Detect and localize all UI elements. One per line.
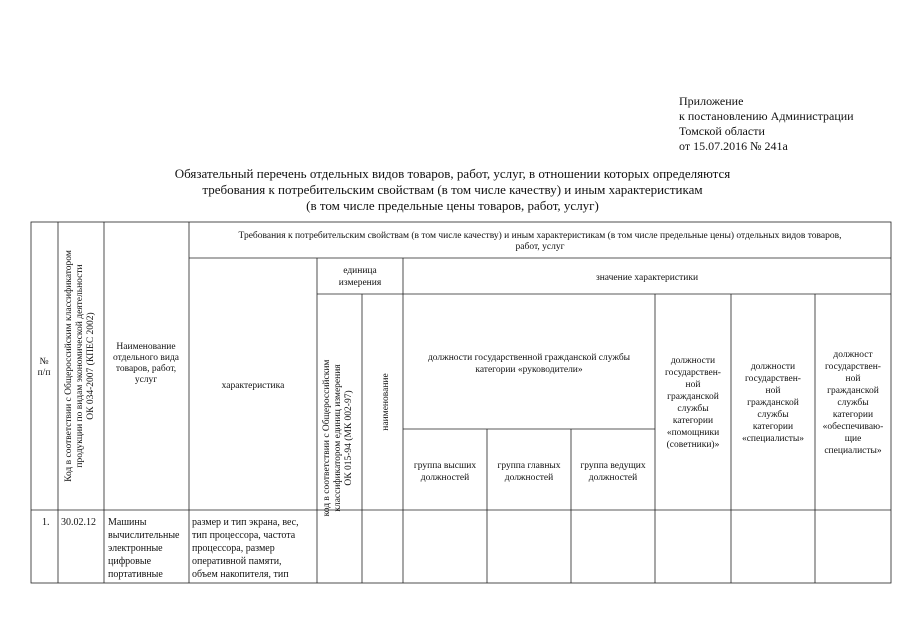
specialists-line: гражданской (747, 398, 799, 408)
row-name-line: Машины (108, 517, 147, 528)
unit-name-label: наименование (381, 373, 391, 431)
support-line: категории (832, 410, 874, 420)
row-char-line: процессора, размер (192, 543, 275, 554)
row-code: 30.02.12 (61, 517, 96, 528)
support-line: «обеспечиваю- (822, 422, 884, 432)
table-row (42, 517, 299, 580)
appendix-line: Томской области (679, 124, 765, 138)
appendix-line: Приложение (679, 94, 744, 108)
col-name-label: товаров, работ, (115, 364, 177, 374)
specialists-line: службы (757, 410, 789, 420)
specialists-line: категории (752, 422, 794, 432)
row-char-line: размер и тип экрана, вес, (192, 517, 299, 528)
heads-category: должности государственной гражданской службы (427, 353, 631, 363)
specialists-line: «специалисты» (741, 434, 805, 444)
assistants-line: должности (670, 356, 716, 366)
group-high: должностей (420, 473, 470, 483)
support-line: гражданской (827, 386, 879, 396)
assistants-line: ной (685, 380, 701, 390)
col-num-label: № (39, 357, 49, 367)
specialists-line: ной (765, 386, 781, 396)
unit-header: измерения (338, 278, 382, 288)
col-num-label: п/п (37, 368, 51, 378)
appendix-line: к постановлению Администрации (679, 109, 854, 123)
support-line: государствен- (825, 362, 881, 372)
assistants-line: службы (677, 404, 709, 414)
title-line: (в том числе предельные цены товаров, работ, услуг) (306, 198, 599, 213)
row-name-line: портативные (108, 569, 163, 580)
row-char-line: оперативной памяти, (192, 556, 282, 567)
specialists-line: должности (750, 362, 796, 372)
okei-header (321, 360, 354, 517)
assistants-line: «помощники (666, 428, 720, 438)
group-lead: должностей (588, 473, 638, 483)
support-line: должност (833, 350, 873, 360)
unit-header: единица (343, 266, 377, 276)
heads-category: категории «руководители» (475, 365, 583, 375)
specialists-line: государствен- (745, 374, 801, 384)
characteristic-header: характеристика (221, 381, 285, 391)
col-name-label: отдельного вида (112, 353, 180, 363)
col-okpd-line: Код в соответствии с Общероссийским классификатором (64, 250, 74, 482)
row-name-line: вычислительные (108, 530, 180, 541)
requirements-header: работ, услуг (515, 242, 565, 252)
value-header: значение характеристики (595, 273, 699, 283)
specialists-category (742, 362, 804, 444)
row-char-line: объем накопителя, тип (192, 569, 289, 580)
support-line: специалисты» (824, 446, 882, 456)
col-okpd-line: ОК 034-2007 (КПЕС 2002) (86, 312, 96, 420)
support-specialists-category (823, 350, 884, 456)
group-lead: группа ведущих (580, 461, 646, 471)
row-name-line: электронные (108, 543, 163, 554)
okei-line: код в соответствии с Общероссийским (322, 359, 332, 517)
col-okpd-line: продукции по видам экономической деятельности (75, 264, 85, 468)
support-line: щие (844, 434, 862, 444)
group-high: группа высших (413, 461, 477, 471)
appendix-date-line: от 15.07.2016 № 241а (679, 139, 788, 153)
requirements-header: Требования к потребительским свойствам (в том числе качеству) и иным характеристикам (в том числе предельные цены) отдельных видов товаров, (238, 231, 842, 241)
row-number: 1. (42, 517, 50, 528)
assistants-line: категории (672, 416, 714, 426)
assistants-line: гражданской (667, 392, 719, 402)
assistants-line: (советники)» (666, 440, 720, 450)
support-line: службы (837, 398, 869, 408)
col-okpd-header (63, 250, 96, 482)
group-main: группа главных (497, 461, 561, 471)
title-line: требования к потребительским свойствам (в том числе качеству) и иным характеристикам (202, 182, 703, 197)
row-char-line: тип процессора, частота (192, 530, 296, 541)
assistants-line: государствен- (665, 368, 721, 378)
col-name-label: Наименование (116, 342, 176, 352)
support-line: ной (845, 374, 861, 384)
title-line: Обязательный перечень отдельных видов товаров, работ, услуг, в отношении которых определяются (174, 166, 731, 181)
unit-name-header (381, 373, 391, 430)
col-name-label: услуг (134, 375, 158, 385)
row-name-line: цифровые (108, 556, 152, 567)
assistants-category (665, 356, 721, 450)
okei-line: классификатором единиц измерения (333, 364, 343, 512)
okei-line: ОК 015-94 (МК 002-97) (344, 390, 354, 486)
group-main: должностей (504, 473, 554, 483)
